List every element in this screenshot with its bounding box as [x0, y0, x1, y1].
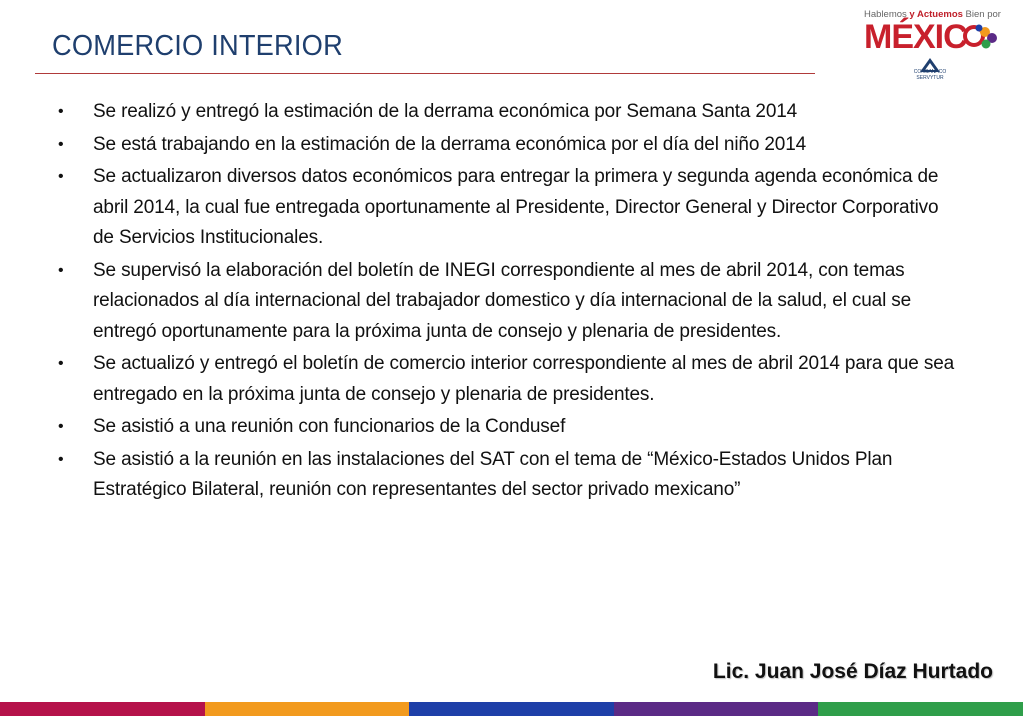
title-divider: [35, 73, 815, 74]
bullet-text: Se asistió a la reunión en las instalaciones del SAT con el tema de “México-Estados Unidos Plan Estratégico Bilateral, reunión con representantes del sector privado mexicano”: [93, 448, 893, 500]
logo-tagline-pre: Hablemos: [864, 9, 910, 20]
bullet-text: Se supervisó la elaboración del boletín de INEGI correspondiente al mes de abril 2014, con temas relacionados al día internacional del trabajador domestico y día internacional de la salud, el cual se entregó oportunamente para la próxima junta de consejo y plenaria de presidentes.: [93, 259, 912, 342]
bullet-icon: •: [58, 168, 64, 185]
mexico-logo: [858, 6, 1003, 100]
logo-wordmark: MÉXIC: [864, 18, 967, 56]
bullet-text: Se asistió a una reunión con funcionarios de la Condusef: [93, 416, 566, 437]
bullet-text: Se realizó y entregó la estimación de la derrama económica por Semana Santa 2014: [93, 101, 798, 122]
footer-color-bar: [0, 702, 1023, 716]
bullet-text: Se actualizaron diversos datos económicos para entregar la primera y segunda agenda económica de abril 2014, la cual fue entregada oportunamente al Presidente, Director General y Director Corporativo de Servicios Institucionales.: [93, 166, 939, 248]
bullet-icon: •: [58, 261, 64, 279]
bullet-icon: •: [58, 135, 64, 153]
slide-title: COMERCIO INTERIOR: [52, 30, 343, 62]
presenter-signature: Lic. Juan José Díaz Hurtado: [712, 660, 993, 683]
bullet-item: [58, 445, 958, 506]
color-bar-segment: [409, 702, 614, 716]
bullet-text: Se actualizó y entregó el boletín de comercio interior correspondiente al mes de abril 2014 para que sea entregado en la próxima junta de consejo y plenaria de presidentes.: [93, 353, 955, 405]
color-bar-segment: [0, 702, 205, 716]
bullet-icon: •: [58, 103, 64, 120]
bullet-item: [58, 162, 958, 254]
bullet-icon: •: [58, 355, 64, 372]
bullet-icon: •: [58, 418, 64, 435]
logo-tagline-post: Bien por: [962, 9, 1001, 20]
bullet-item: [58, 256, 958, 348]
logo-subtext: [910, 69, 950, 81]
bullet-item: [58, 130, 958, 161]
bullet-item: [58, 349, 958, 410]
logo-tagline-highlight: y Actuemos: [909, 9, 963, 20]
bullet-icon: •: [58, 450, 64, 468]
logo-sub-line1: CONCANACO: [913, 69, 947, 75]
color-bar-segment: [614, 702, 819, 716]
bullet-text: Se está trabajando en la estimación de la derrama económica por el día del niño 2014: [93, 133, 807, 155]
bullet-item: [58, 412, 958, 443]
color-bar-segment: [818, 702, 1023, 716]
logo-circles-icon: [858, 6, 1003, 100]
bullet-item: [58, 97, 958, 128]
logo-sub-line2: SERVYTUR: [916, 75, 944, 81]
bullet-list: [58, 97, 958, 508]
color-bar-segment: [205, 702, 410, 716]
